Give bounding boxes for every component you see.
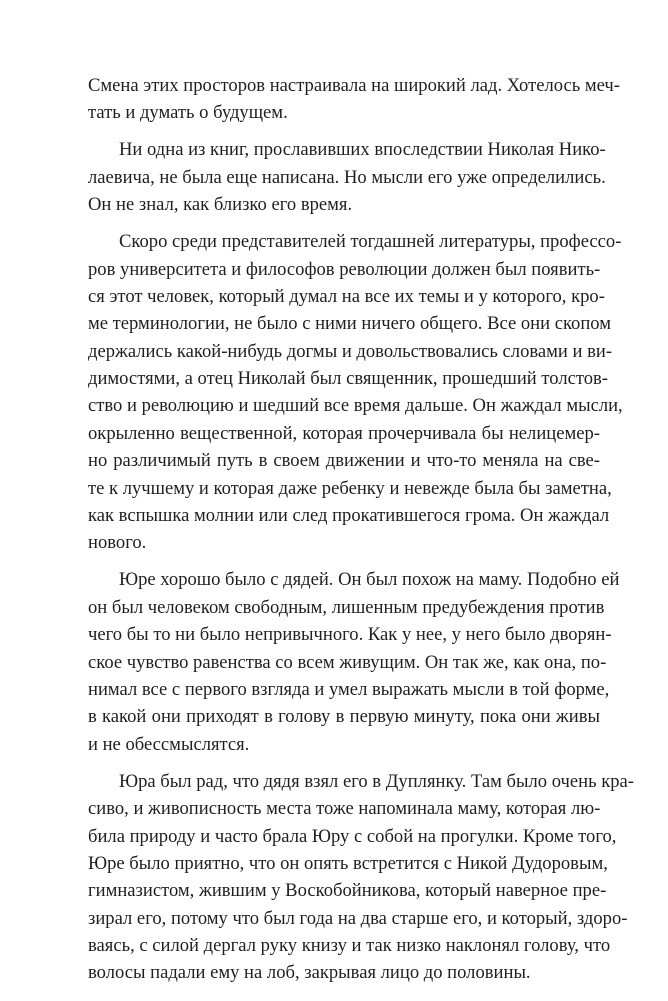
- text-line: Юре хорошо было с дядей. Он был похож на маму. Подобно ей: [119, 569, 620, 591]
- text-line: волосы падали ему на лоб, закрывая лицо до половины.: [88, 962, 531, 984]
- paragraph-5: [88, 768, 634, 987]
- text-line: тать и думать о будущем.: [88, 102, 288, 124]
- text-line: Юра был рад, что дядя взял его в Дуплянку. Там было очень кра-: [119, 770, 634, 792]
- text-line: ство и революцию и шедший все время дальше. Он жаждал мысли,: [88, 395, 623, 417]
- text-line: сиво, и живописность места тоже напоминала маму, которая лю-: [88, 798, 601, 820]
- text-line: гимназистом, жившим у Воскобойникова, который наверное пре-: [88, 880, 607, 902]
- text-line: димостями, а отец Николай был священник, прошедший толстов-: [88, 368, 608, 390]
- text-line: била природу и часто брала Юру с собой на прогулки. Кроме того,: [88, 825, 617, 847]
- paragraph-1: [88, 72, 620, 127]
- text-line: и не обессмыслятся.: [88, 733, 250, 755]
- text-line: Юре было приятно, что он опять встретится с Никой Дудоровым,: [88, 852, 608, 874]
- text-line: лаевича, не была еще написана. Но мысли его уже определились.: [88, 166, 606, 188]
- text-line: ваясь, с силой дергал руку книзу и так низко наклонял голову, что: [88, 935, 611, 957]
- paragraph-2: [88, 136, 606, 218]
- text-line: зирал его, потому что был года на два старше его, и который, здоро-: [88, 907, 628, 929]
- text-line: но различимый путь в своем движении и что-то меняла на све-: [88, 450, 600, 472]
- text-line: ское чувство равенства со всем живущим. Он так же, как она, по-: [88, 651, 607, 673]
- text-line: Он не знал, как близко его время.: [88, 194, 353, 216]
- text-line: Ни одна из книг, прославивших впоследствии Николая Нико-: [119, 139, 606, 161]
- text-line: ров университета и философов революции должен был появить-: [88, 258, 601, 280]
- text-line: ме терминологии, не было с ними ничего общего. Все они скопом: [88, 313, 612, 335]
- book-page: [88, 72, 634, 996]
- text-line: нимал все с первого взгляда и умел выражать мысли в той форме,: [88, 678, 610, 700]
- text-line: как вспышка молнии или след прокатившегося грома. Он жаждал: [88, 505, 610, 527]
- text-line: Смена этих просторов настраивала на широкий лад. Хотелось меч-: [88, 75, 620, 96]
- paragraph-4: [88, 566, 620, 758]
- text-line: нового.: [88, 532, 147, 554]
- text-line: Скоро среди представителей тогдашней литературы, профессо-: [119, 231, 622, 253]
- text-line: те к лучшему и которая даже ребенку и невежде была бы заметна,: [88, 477, 612, 499]
- text-line: ся этот человек, который думал на все их темы и у которого, кро-: [88, 285, 605, 307]
- text-line: держались какой-нибудь догмы и довольствовались словами и ви-: [88, 340, 613, 362]
- text-line: чего бы то ни было непривычного. Как у нее, у него было дворян-: [88, 624, 612, 646]
- paragraph-3: [88, 228, 623, 557]
- text-line: в какой они приходят в голову в первую минуту, пока они живы: [88, 706, 600, 728]
- text-line: окрыленно вещественной, которая прочерчивала бы нелицемер-: [88, 422, 600, 444]
- text-line: он был человеком свободным, лишенным предубеждения против: [88, 596, 605, 618]
